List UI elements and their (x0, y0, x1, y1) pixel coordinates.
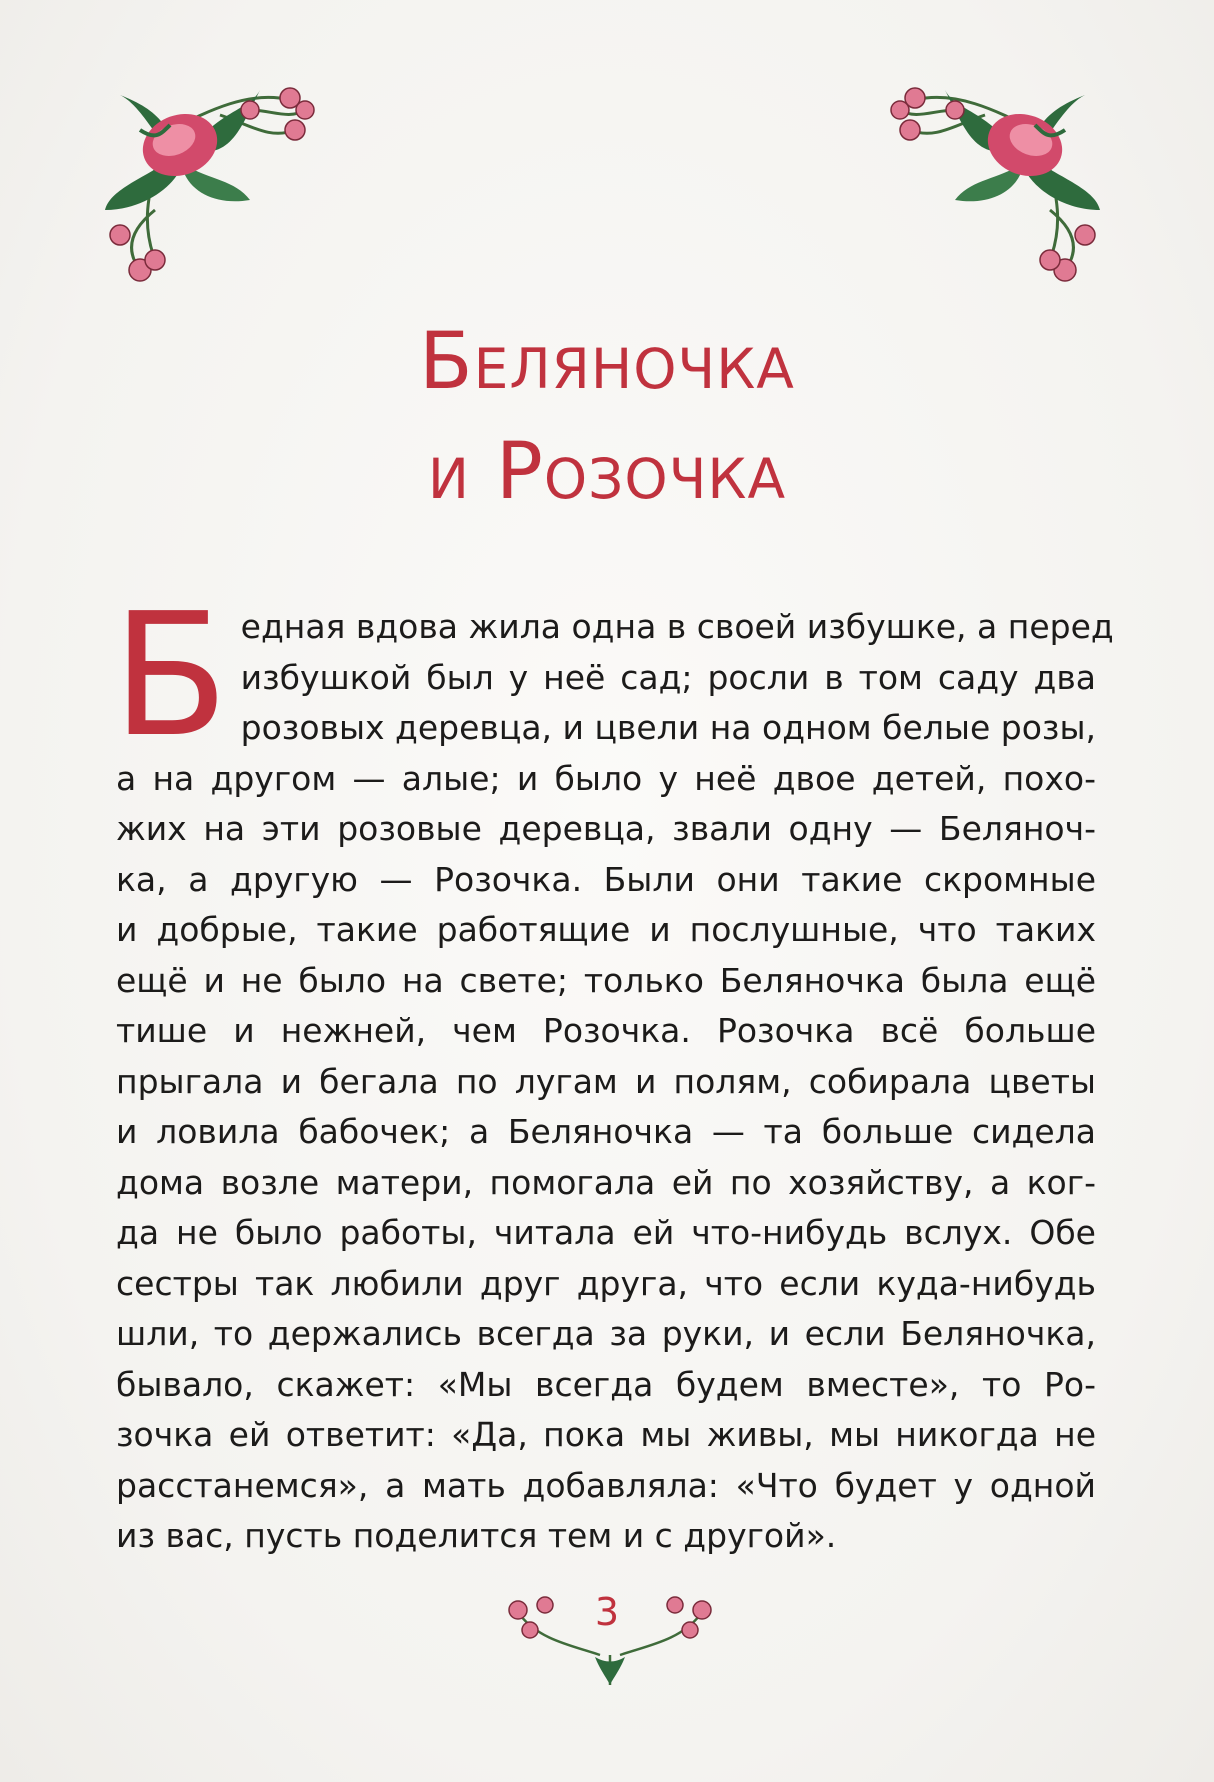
text-line: дома возле матери, помогала ей по хозяйству, а ког- (116, 1162, 1096, 1202)
rose-bud-ornament-icon (100, 70, 360, 330)
text-line: тише и нежней, чем Розочка. Розочка всё больше (116, 1011, 1096, 1050)
text-line: ещё и не было на свете; только Беляночка была ещё (116, 960, 1096, 1000)
text-line: жих на эти розовые деревца, звали одну — Беляноч- (116, 809, 1096, 848)
title-line-1: Беляночка (419, 317, 795, 408)
text-line: да не было работы, читала ей что-нибудь вслух. Обе (116, 1213, 1096, 1252)
story-text (112, 577, 1114, 1562)
text-line: и ловила бабочек; а Беляночка — та больше сидела (116, 1112, 1096, 1151)
text-line: из вас, пусть поделится тем и с другой». (116, 1516, 837, 1555)
text-line: шли, то держались всегда за руки, и если Беляночка, (116, 1314, 1096, 1353)
title-line-2: и Розочка (427, 427, 787, 518)
text-line: бывало, скажет: «Мы всегда будем вместе», то Ро- (116, 1364, 1096, 1404)
rose-bud-ornament-icon (845, 70, 1105, 330)
drop-cap: Б (112, 577, 229, 775)
text-line: и добрые, такие работящие и послушные, что таких (116, 910, 1096, 949)
text-line: едная вдова жила одна в своей избушке, а перед (240, 607, 1114, 646)
text-line: ка, а другую — Розочка. Были они такие скромные (116, 859, 1096, 899)
text-line: сестры так любили друг друга, что если куда-нибудь (116, 1263, 1096, 1303)
text-line: избушкой был у неё сад; росли в том саду два (240, 657, 1096, 697)
text-line: а на другом — алые; и было у неё двое детей, похо- (116, 758, 1096, 798)
text-line: расстанемся», а мать добавляла: «Что будет у одной (116, 1465, 1096, 1505)
page-number: 3 (594, 1590, 620, 1634)
text-line: розовых деревца, и цвели на одном белые розы, (240, 708, 1096, 747)
story-title (0, 307, 1214, 527)
text-line: прыгала и бегала по лугам и полям, собирала цветы (116, 1061, 1096, 1101)
text-line: зочка ей ответит: «Да, пока мы живы, мы никогда не (116, 1415, 1096, 1454)
